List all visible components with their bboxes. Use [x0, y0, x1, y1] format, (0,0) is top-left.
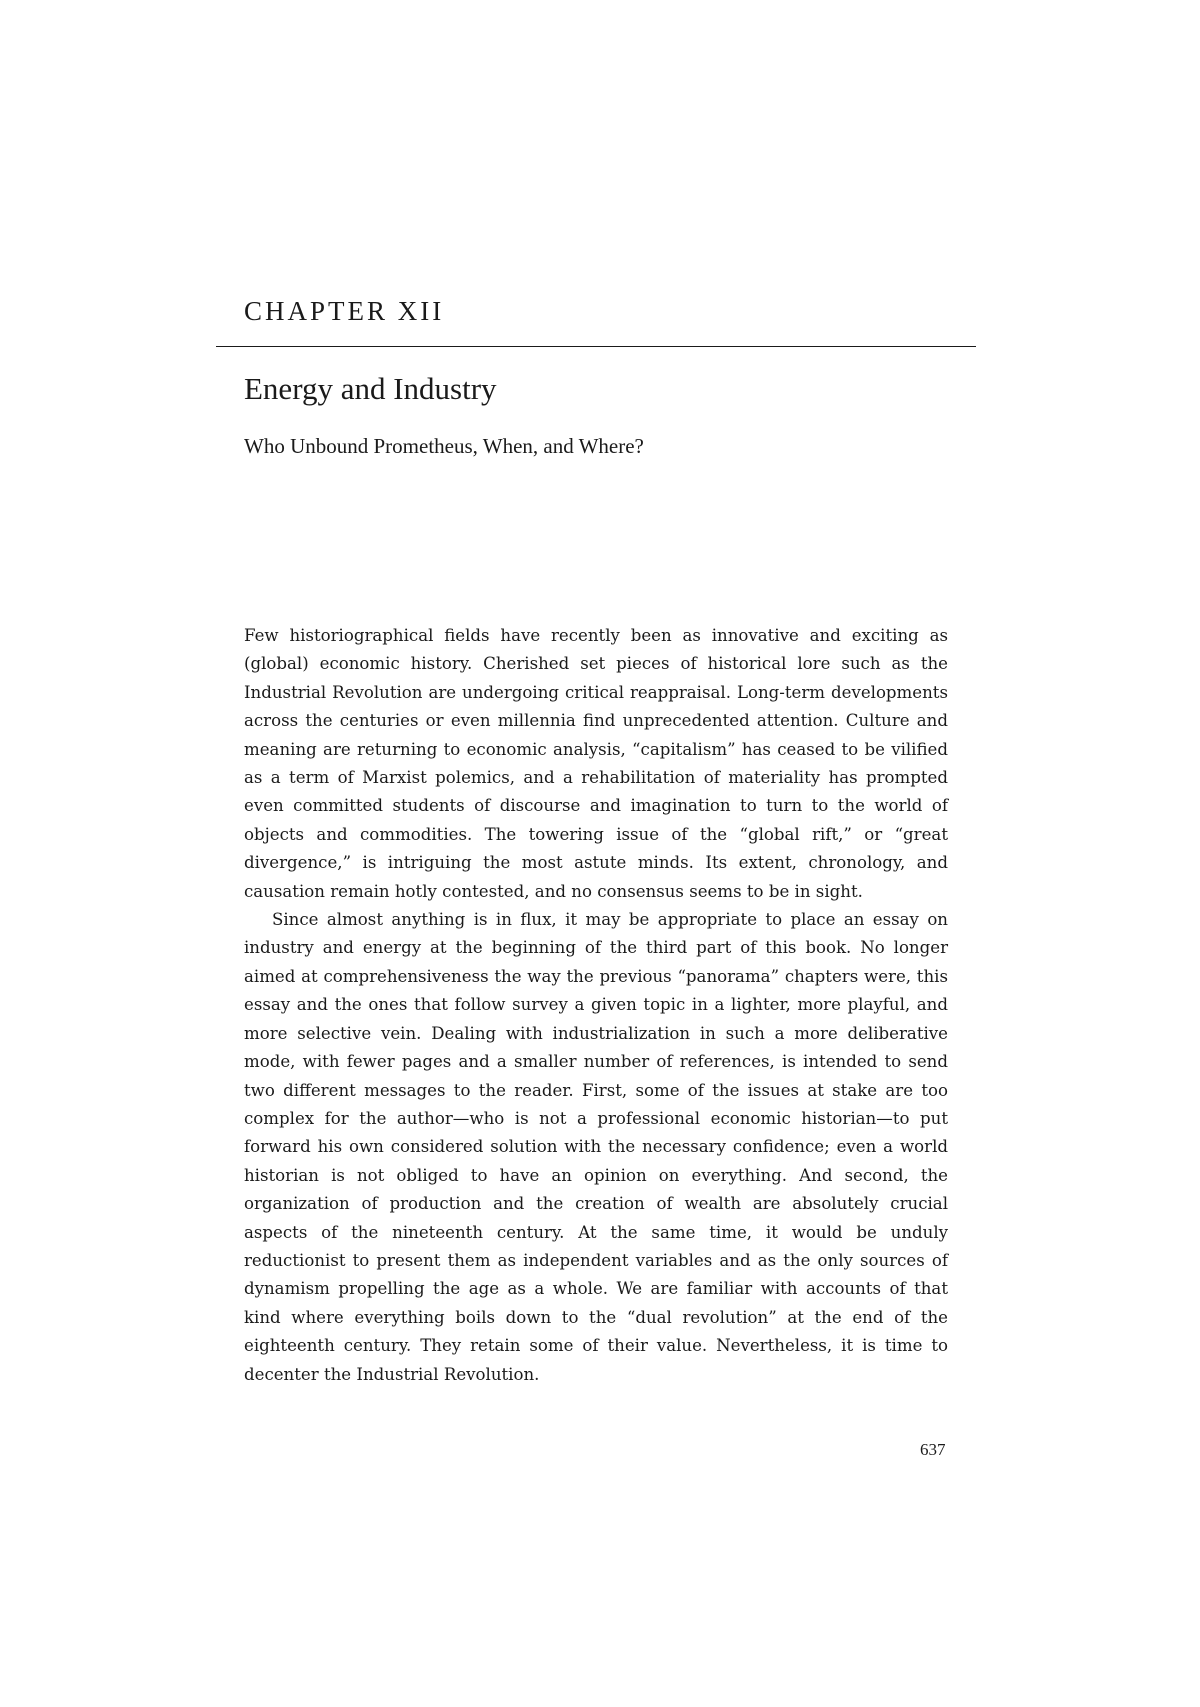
page-number: 637 — [920, 1440, 946, 1459]
chapter-subtitle: Who Unbound Prometheus, When, and Where? — [244, 434, 644, 458]
body-text — [244, 622, 948, 1389]
chapter-number: CHAPTER XII — [244, 296, 445, 326]
chapter-divider — [216, 346, 976, 347]
chapter-title: Energy and Industry — [244, 371, 497, 406]
paragraph: Since almost anything is in flux, it may be appropriate to place an essay on industry and energy at the beginning of the third part of this book. No longer aimed at comprehensiveness the way the previous “panorama” chapters were, this essay and the ones that follow survey a given topic in a lighter, more playful, and more selective vein. Dealing with industrialization in such a more deliberative mode, with fewer pages and a smaller number of references, is intended to send two different messages to the reader. First, some of the issues at stake are too complex for the author—who is not a professional economic historian—to put forward his own considered solution with the necessary confidence; even a world historian is not obliged to have an opinion on everything. And second, the organization of production and the creation of wealth are absolutely crucial aspects of the nineteenth century. At the same time, it would be unduly reductionist to present them as independent variables and as the only sources of dynamism propelling the age as a whole. We are familiar with accounts of that kind where everything boils down to the “dual revolution” at the end of the eighteenth century. They retain some of their value. Nevertheless, it is time to decenter the Industrial Revolution. — [244, 910, 948, 1384]
paragraph: Few historiographical fields have recently been as innovative and exciting as (global) economic history. Cherished set pieces of historical lore such as the Industrial Revolution are undergoing critical reappraisal. Long-term developments across the centuries or even millennia find unprecedented attention. Culture and meaning are returning to economic analysis, “capitalism” has ceased to be vilified as a term of Marxist polemics, and a rehabilitation of materiality has prompted even committed students of discourse and imagination to turn to the world of objects and commodities. The towering issue of the “global rift,” or “great divergence,” is intriguing the most astute minds. Its extent, chronology, and causation remain hotly contested, and no consensus seems to be in sight. — [244, 626, 948, 901]
